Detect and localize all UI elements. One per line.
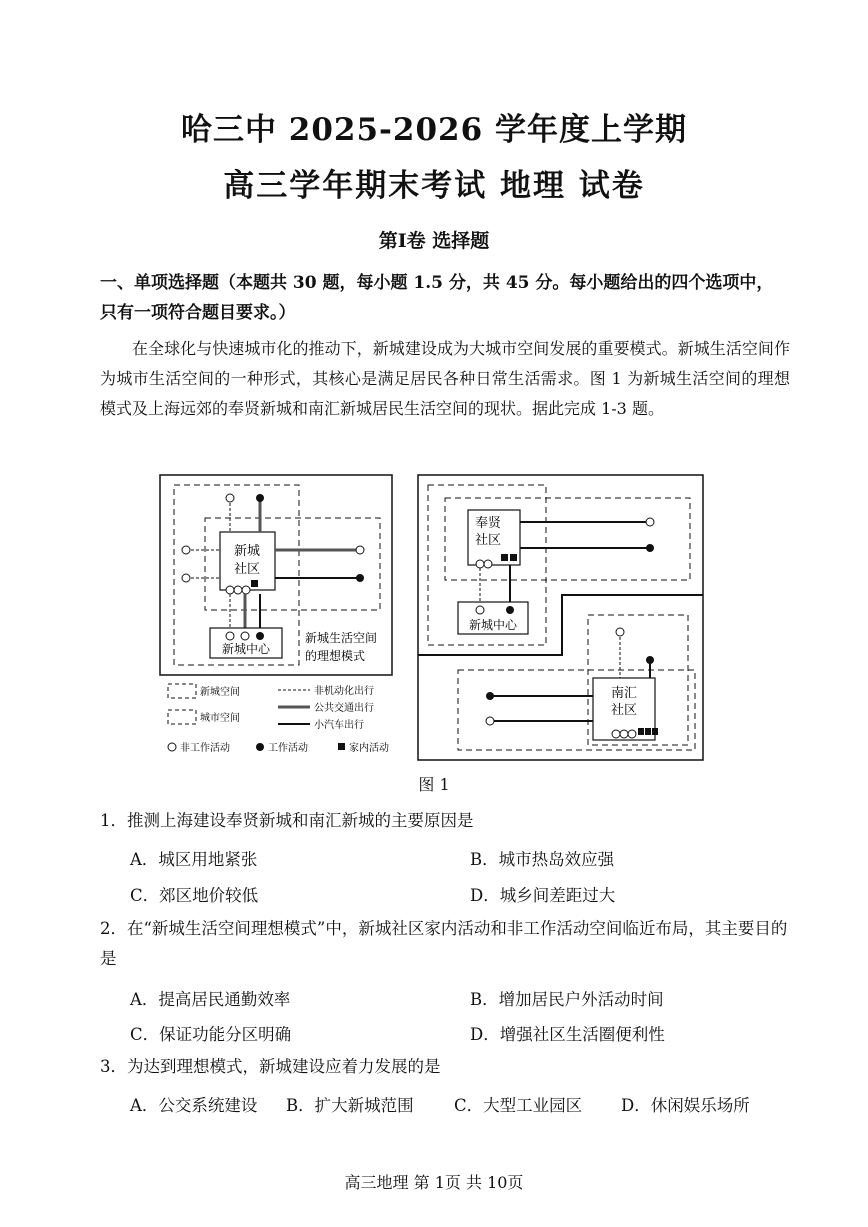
q1-option-d[interactable]: D．城乡间差距过大 bbox=[470, 886, 616, 905]
ideal-center-label: 新城中心 bbox=[221, 642, 271, 656]
q1-option-a[interactable]: A．城区用地紧张 bbox=[130, 850, 258, 869]
exam-title-line1: 哈三中 2025-2026 学年度上学期 bbox=[180, 112, 687, 148]
q3-option-b[interactable]: B．扩大新城范围 bbox=[286, 1096, 414, 1115]
non-work-node bbox=[226, 494, 234, 502]
legend-new-city-label: 新城空间 bbox=[200, 687, 240, 698]
figure-legend bbox=[168, 684, 389, 754]
work-node bbox=[486, 692, 494, 700]
legend-non-motor-label: 非机动化出行 bbox=[314, 686, 374, 697]
question-1-stem: 1．推测上海建设奉贤新城和南汇新城的主要原因是 bbox=[100, 811, 474, 830]
q3-option-a[interactable]: A．公交系统建设 bbox=[130, 1096, 258, 1115]
non-work-node bbox=[182, 574, 190, 582]
home-activity-mark bbox=[638, 728, 644, 735]
non-work-node bbox=[616, 628, 624, 636]
ideal-community-box bbox=[220, 532, 275, 590]
fengxian-label-1: 奉贤 bbox=[474, 516, 502, 531]
legend-car-label: 小汽车出行 bbox=[314, 720, 364, 731]
legend-work-label: 工作活动 bbox=[268, 743, 308, 754]
q2-option-b[interactable]: B．增加居民户外活动时间 bbox=[470, 990, 664, 1009]
legend-city-swatch bbox=[168, 710, 196, 724]
ideal-model-panel bbox=[160, 475, 392, 675]
home-activity-mark bbox=[251, 580, 258, 587]
legend-city-label: 城市空间 bbox=[200, 713, 240, 724]
legend-non-work-label: 非工作活动 bbox=[180, 743, 230, 754]
non-work-node bbox=[226, 632, 234, 640]
legend-work-swatch bbox=[256, 743, 264, 751]
exam-title-line2: 高三学年期末考试 地理 试卷 bbox=[223, 168, 645, 204]
ideal-community-label-2: 社区 bbox=[233, 562, 261, 577]
question-2-stem: 2．在“新城生活空间理想模式”中，新城社区家内活动和非工作活动空间临近布局，其主要目的是 bbox=[100, 919, 788, 968]
legend-home-label: 家内活动 bbox=[349, 743, 389, 754]
q2-option-d[interactable]: D．增强社区生活圈便利性 bbox=[470, 1025, 665, 1044]
home-activity-mark bbox=[652, 728, 658, 735]
home-activity-mark bbox=[501, 554, 508, 561]
figure-1-diagram bbox=[150, 470, 720, 770]
legend-non-work-swatch bbox=[168, 743, 176, 751]
nanhui-city-space bbox=[458, 670, 695, 750]
work-node bbox=[646, 544, 654, 552]
fengxian-center-label: 新城中心 bbox=[468, 618, 518, 632]
figure-caption: 图 1 bbox=[418, 775, 450, 794]
ideal-model-label-2: 的理想模式 bbox=[305, 649, 366, 663]
nanhui-label-1: 南汇 bbox=[610, 686, 638, 701]
q2-option-c[interactable]: C．保证功能分区明确 bbox=[130, 1025, 292, 1044]
work-node bbox=[646, 656, 654, 664]
non-work-node bbox=[356, 546, 364, 554]
non-work-node bbox=[646, 518, 654, 526]
work-node bbox=[356, 574, 364, 582]
intro-text: 在全球化与快速城市化的推动下，新城建设成为大城市空间发展的重要模式。新城生活空间作为城市生活空间的一种形式，其核心是满足居民各种日常生活需求。图 1 为新城生活空间的理想模式及上海远郊的奉贤新城和南汇新城居民生活空间的现状。据此完成 1-3 题。 bbox=[100, 339, 790, 418]
non-work-node bbox=[612, 730, 620, 738]
q3-option-d[interactable]: D．休闲娱乐场所 bbox=[621, 1096, 750, 1115]
intro-passage bbox=[100, 334, 790, 424]
q2-option-a[interactable]: A．提高居民通勤效率 bbox=[130, 990, 291, 1009]
non-work-node bbox=[182, 546, 190, 554]
non-work-node bbox=[241, 632, 249, 640]
ideal-model-label-1: 新城生活空间 bbox=[305, 631, 378, 645]
work-node bbox=[506, 606, 514, 614]
non-work-node bbox=[628, 730, 636, 738]
q1-option-b[interactable]: B．城市热岛效应强 bbox=[470, 850, 615, 869]
legend-home-swatch bbox=[338, 743, 345, 750]
q1-option-c[interactable]: C．郊区地价较低 bbox=[130, 886, 259, 905]
part-heading: 第Ⅰ卷 选择题 bbox=[378, 230, 490, 252]
work-node bbox=[256, 632, 264, 640]
legend-transit-label: 公共交通出行 bbox=[314, 703, 374, 714]
ideal-community-label-1: 新城 bbox=[233, 544, 261, 559]
home-activity-mark bbox=[510, 554, 517, 561]
non-work-node bbox=[476, 560, 484, 568]
question-3-stem: 3．为达到理想模式，新城建设应着力发展的是 bbox=[100, 1057, 441, 1076]
non-work-node bbox=[484, 560, 492, 568]
work-node bbox=[256, 494, 264, 502]
home-activity-mark bbox=[645, 728, 651, 735]
figure-1 bbox=[150, 470, 720, 774]
non-work-node bbox=[242, 586, 250, 594]
current-status-panel bbox=[418, 475, 703, 760]
fengxian-label-2: 社区 bbox=[474, 533, 502, 548]
non-work-node bbox=[234, 586, 242, 594]
non-work-node bbox=[486, 717, 494, 725]
non-work-node bbox=[476, 606, 484, 614]
page-footer: 高三地理 第 1页 共 10页 bbox=[344, 1173, 524, 1192]
nanhui-label-2: 社区 bbox=[610, 703, 638, 718]
section-heading: 一、单项选择题（本题共 30 题，每小题 1.5 分，共 45 分。每小题给出的四个选项中，只有一项符合题目要求。） bbox=[100, 273, 774, 323]
non-work-node bbox=[620, 730, 628, 738]
q3-option-c[interactable]: C．大型工业园区 bbox=[454, 1096, 583, 1115]
legend-new-city-swatch bbox=[168, 684, 196, 698]
non-work-node bbox=[226, 586, 234, 594]
